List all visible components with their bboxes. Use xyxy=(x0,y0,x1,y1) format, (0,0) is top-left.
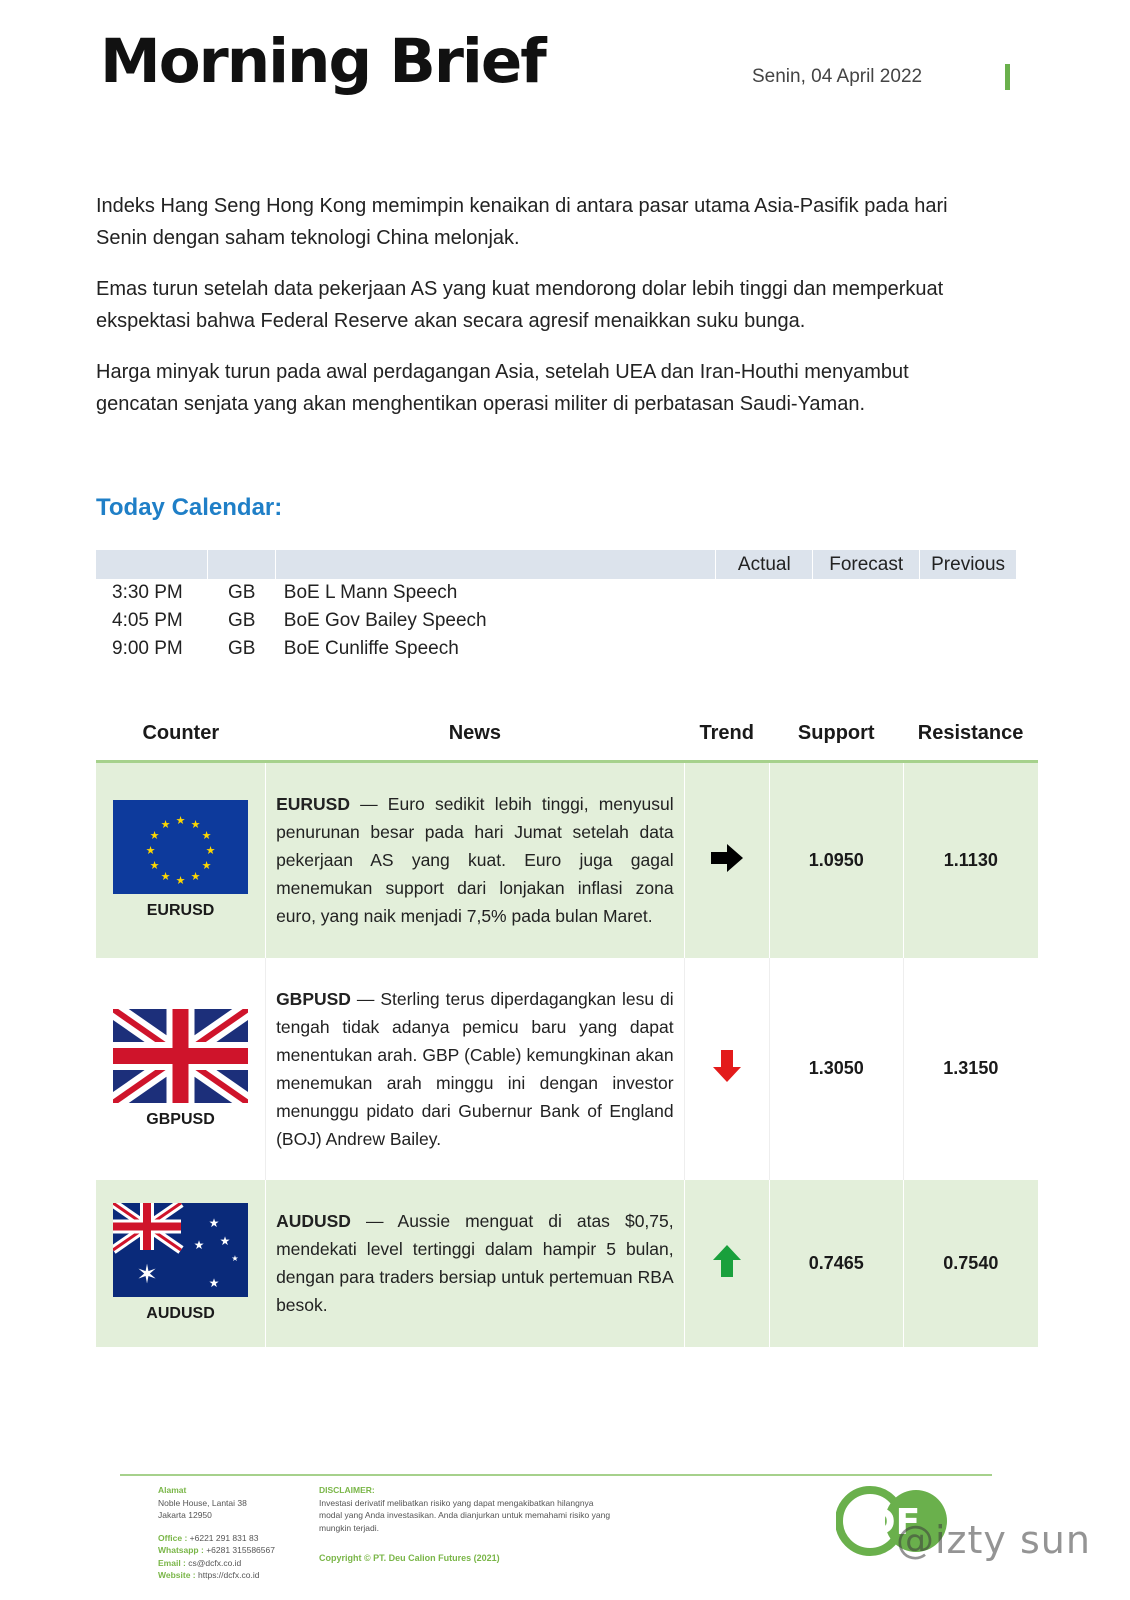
pairs-header-row xyxy=(96,706,1038,762)
news-lead: AUDUSD xyxy=(276,1211,351,1231)
arrow-right-icon xyxy=(710,843,744,873)
copyright: Copyright © PT. Deu Calion Futures (2021) xyxy=(319,1553,500,1563)
website-link[interactable]: https://dcfx.co.id xyxy=(198,1570,260,1580)
footer-contact xyxy=(158,1484,308,1582)
news-body: — Aussie menguat di atas $0,75, mendekati level tertinggi dalam hampir 5 bulan, dengan para traders bersiap untuk pertemuan RBA besok. xyxy=(276,1211,674,1315)
event-currency: GB xyxy=(227,610,256,631)
news-cell xyxy=(266,958,685,1180)
news-cell xyxy=(266,762,685,958)
col-trend: Trend xyxy=(684,706,769,762)
col-actual: Actual xyxy=(716,550,813,579)
address-label: Alamat xyxy=(158,1485,187,1495)
resistance-value: 1.3150 xyxy=(903,958,1038,1180)
col-counter: Counter xyxy=(96,706,266,762)
pair-label: AUDUSD xyxy=(146,1305,215,1322)
watermark: @izty sun xyxy=(896,1518,1091,1562)
calendar-heading: Today Calendar: xyxy=(96,494,283,521)
news-lead: EURUSD xyxy=(276,794,350,815)
summary-paragraph: Indeks Hang Seng Hong Kong memimpin kenaikan di antara pasar utama Asia-Pasifik pada hari Senin dengan saham teknologi China melonjak. xyxy=(96,195,948,249)
news-lead: GBPUSD xyxy=(276,988,351,1009)
footer-disclaimer xyxy=(319,1484,619,1534)
eu-flag-icon xyxy=(113,800,248,894)
disclaimer-text: Investasi derivatif melibatkan risiko yang dapat mengakibatkan hilangnya modal yang Anda investasikan. Anda dianjurkan untuk memahami risiko yang mungkin terjadi. xyxy=(319,1497,611,1533)
svg-text:★: ★ xyxy=(175,814,186,828)
arrow-up-icon xyxy=(712,1244,742,1278)
svg-text:★: ★ xyxy=(201,859,212,873)
calendar-row xyxy=(96,607,1016,635)
svg-text:★: ★ xyxy=(208,1276,220,1290)
email-label: Email : xyxy=(158,1557,186,1568)
pairs-table xyxy=(96,706,1038,1347)
svg-text:★: ★ xyxy=(201,829,212,843)
summary-paragraph: Harga minyak turun pada awal perdagangan Asia, setelah UEA dan Iran-Houthi menyambut gencatan senjata yang akan menghentikan operasi militer di perbatasan Saudi-Yaman. xyxy=(96,361,909,415)
col-resistance: Resistance xyxy=(903,706,1038,762)
report-date: Senin, 04 April 2022 xyxy=(752,66,923,87)
support-value: 1.0950 xyxy=(769,762,903,958)
event-name: BoE L Mann Speech xyxy=(283,582,458,603)
support-value: 0.7465 xyxy=(769,1180,903,1347)
page-title: Morning Brief xyxy=(100,26,545,97)
svg-text:★: ★ xyxy=(160,870,171,884)
svg-text:★: ★ xyxy=(149,859,160,873)
address-line: Jakarta 12950 xyxy=(158,1510,212,1520)
office-label: Office : xyxy=(158,1532,188,1543)
svg-text:★: ★ xyxy=(205,844,216,858)
svg-text:★: ★ xyxy=(219,1234,231,1248)
support-value: 1.3050 xyxy=(769,958,903,1180)
news-body: — Sterling terus diperdagangkan lesu di tengah tidak adanya pemicu baru yang dapat menentukan arah. GBP (Cable) kemungkinan akan menemukan arah minggu ini dengan investor menunggu pidato dari Gubernur Bank of England (BOJ) Andrew Bailey. xyxy=(276,988,674,1149)
news-cell xyxy=(266,1180,685,1347)
address-line: Noble House, Lantai 38 xyxy=(158,1497,247,1508)
col-support: Support xyxy=(769,706,903,762)
svg-text:★: ★ xyxy=(149,829,160,843)
event-time: 4:05 PM xyxy=(112,610,183,631)
event-name: BoE Gov Bailey Speech xyxy=(283,610,487,631)
pair-label: GBPUSD xyxy=(146,1110,215,1128)
arrow-down-icon xyxy=(712,1049,742,1083)
col-previous: Previous xyxy=(920,550,1016,579)
calendar-header-row xyxy=(96,550,1016,579)
col-news: News xyxy=(266,706,685,762)
summary-paragraphs xyxy=(96,190,996,439)
office-phone: +6221 291 831 83 xyxy=(189,1532,259,1543)
svg-text:★: ★ xyxy=(190,870,201,884)
calendar-table xyxy=(96,550,1016,663)
event-time: 9:00 PM xyxy=(112,638,183,659)
whatsapp-number: +6281 315586567 xyxy=(206,1545,275,1555)
news-body: — Euro sedikit lebih tinggi, menyusul penurunan besar pada hari Jumat setelah data pekerjaan AS yang kuat. Euro juga gagal menemukan support dari lonjakan inflasi zona euro, yang naik menjadi 7,5% pada bulan Maret. xyxy=(276,794,674,927)
svg-text:★: ★ xyxy=(160,818,171,832)
website-label: Website : xyxy=(158,1570,196,1580)
event-time: 3:30 PM xyxy=(112,582,183,603)
resistance-value: 0.7540 xyxy=(903,1180,1038,1347)
svg-text:★: ★ xyxy=(190,818,201,832)
footer-divider xyxy=(120,1474,992,1476)
event-currency: GB xyxy=(227,582,256,603)
uk-flag-icon xyxy=(113,1009,248,1103)
pair-row-eurusd xyxy=(96,762,1038,958)
pair-row-gbpusd xyxy=(96,958,1038,1180)
pair-label: EURUSD xyxy=(146,902,215,920)
svg-text:★: ★ xyxy=(145,844,156,858)
resistance-value: 1.1130 xyxy=(903,762,1038,958)
calendar-row xyxy=(96,635,1016,663)
au-flag-icon xyxy=(113,1203,248,1297)
event-name: BoE Cunliffe Speech xyxy=(283,638,459,659)
whatsapp-label: Whatsapp : xyxy=(158,1545,204,1555)
col-forecast: Forecast xyxy=(813,550,920,579)
svg-text:★: ★ xyxy=(231,1254,239,1263)
svg-text:★: ★ xyxy=(175,874,186,888)
calendar-row xyxy=(96,579,1016,607)
disclaimer-label: DISCLAIMER: xyxy=(319,1485,375,1495)
email-link[interactable]: cs@dcfx.co.id xyxy=(188,1557,242,1568)
pair-row-audusd xyxy=(96,1180,1038,1347)
svg-text:★: ★ xyxy=(208,1216,220,1230)
svg-text:★: ★ xyxy=(193,1238,205,1252)
svg-text:✶: ✶ xyxy=(136,1260,158,1290)
summary-paragraph: Emas turun setelah data pekerjaan AS yang kuat mendorong dolar lebih tinggi dan memperkuat ekspektasi bahwa Federal Reserve akan secara agresif menaikkan suku bunga. xyxy=(96,278,944,332)
accent-bar xyxy=(1005,64,1010,90)
event-currency: GB xyxy=(227,638,256,659)
logo-text: DF xyxy=(865,1502,921,1543)
